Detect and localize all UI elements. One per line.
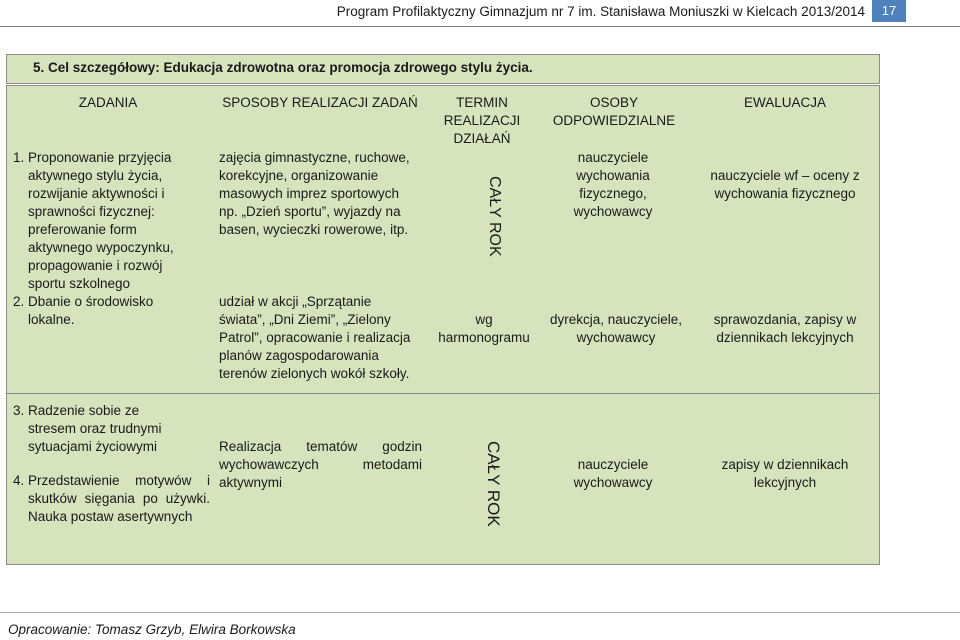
tasks-cell-row1 [10, 149, 196, 329]
column-header-term: TERMIN REALIZACJI DZIAŁAŃ [443, 95, 521, 146]
task-item: 4. Przedstawienie motywów i skutków sięgania po używki. Nauka postaw asertywnych [28, 472, 210, 526]
evaluation-cell-row2: zapisy w dziennikach lekcyjnych [721, 457, 849, 490]
responsible-cell-row1b: dyrekcja, nauczyciele, wychowawcy [549, 312, 683, 345]
methods-cell-row1a: zajęcia gimnastyczne, ruchowe, korekcyjne, organizowanie masowych imprez sportowych np. „Dzień sportu”, wyjazdy na basen, wycieczki rowerowe, itp. [219, 150, 410, 237]
tasks-cell-row2 [10, 402, 210, 526]
term-cell-row2: CAŁY ROK [484, 441, 503, 527]
row-divider [6, 393, 880, 394]
evaluation-cell-row1b: sprawozdania, zapisy w dziennikach lekcyjnych [713, 312, 857, 345]
header-divider [0, 26, 960, 27]
responsible-cell-row1a: nauczyciele wychowania fizycznego, wychowawcy [573, 150, 653, 219]
footer-authors: Opracowanie: Tomasz Grzyb, Elwira Borkowska [8, 622, 296, 637]
column-header-tasks: ZADANIA [78, 95, 138, 110]
methods-cell-row1b: udział w akcji „Sprzątanie świata”, „Dni Ziemi”, „Zielony Patrol”, opracowanie i realizacja planów zagospodarowania terenów zielonych wokół szkoły. [219, 294, 411, 381]
term-cell-row1b: wg harmonogramu [438, 312, 530, 345]
evaluation-cell-row1a: nauczyciele wf – oceny z wychowania fizycznego [710, 168, 860, 201]
page-number: 17 [872, 0, 906, 22]
goal-heading: 5. Cel szczegółowy: Edukacja zdrowotna oraz promocja zdrowego stylu życia. [33, 60, 533, 75]
column-header-responsible: OSOBY ODPOWIEDZIALNE [552, 95, 676, 128]
page-header [0, 0, 960, 22]
document-title: Program Profilaktyczny Gimnazjum nr 7 im. Stanisława Moniuszki w Kielcach 2013/2014 [336, 4, 865, 19]
term-cell-row1a: CAŁY ROK [486, 176, 503, 257]
goal-heading-bar [6, 54, 880, 84]
column-header-methods: SPOSOBY REALIZACJI ZADAŃ [222, 95, 418, 110]
footer-divider [0, 612, 960, 613]
task-item: 1. Proponowanie przyjęcia aktywnego stylu życia, rozwijanie aktywności i sprawności fizycznej: preferowanie form aktywnego wypoczynku, propagowanie i rozwój sportu szkolnego [28, 149, 196, 293]
column-header-evaluation: EWALUACJA [743, 95, 826, 110]
task-item: 2. Dbanie o środowisko lokalne. [28, 293, 196, 329]
methods-cell-row2: Realizacja tematów godzin wychowawczych metodami aktywnymi [219, 439, 422, 490]
responsible-cell-row2: nauczyciele wychowawcy [573, 457, 653, 490]
task-item: 3. Radzenie sobie ze stresem oraz trudnymi sytuacjami życiowymi [28, 402, 188, 456]
